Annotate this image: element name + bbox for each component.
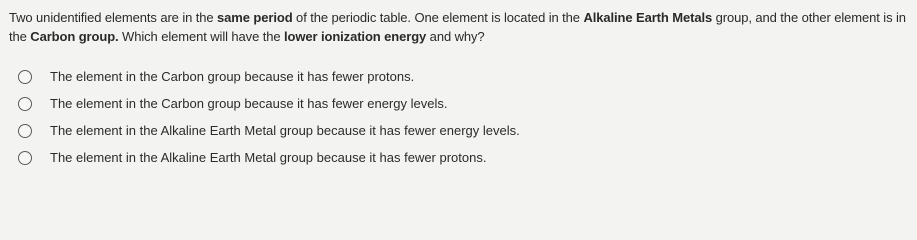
question-part-2: of the periodic table. One element is located in the: [292, 10, 584, 25]
question-part-3: group, and the other element is in the: [9, 10, 906, 44]
answer-option-1[interactable]: [18, 63, 898, 90]
answer-option-3[interactable]: [18, 117, 898, 144]
question-emphasis-same-period: same period: [217, 10, 293, 25]
answer-option-label: The element in the Carbon group because it has fewer energy levels.: [50, 95, 448, 111]
answer-option-label: The element in the Alkaline Earth Metal group because it has fewer protons.: [50, 149, 487, 165]
question-text: [9, 8, 909, 46]
radio-button-icon[interactable]: [18, 70, 32, 84]
answer-option-label: The element in the Carbon group because it has fewer protons.: [50, 68, 415, 84]
question-part-4: Which element will have the: [118, 29, 284, 44]
question-emphasis-alkaline-earth-metals: Alkaline Earth Metals: [583, 10, 713, 25]
question-part-1: Two unidentified elements are in the: [9, 10, 218, 25]
radio-button-icon[interactable]: [18, 97, 32, 111]
radio-button-icon[interactable]: [18, 124, 32, 138]
question-emphasis-carbon-group: Carbon group.: [30, 29, 119, 44]
answer-option-label: The element in the Alkaline Earth Metal group because it has fewer energy levels.: [50, 122, 520, 138]
answer-options: [18, 63, 898, 171]
radio-button-icon[interactable]: [18, 151, 32, 165]
question-emphasis-lower-ionization-energy: lower ionization energy: [284, 29, 427, 44]
answer-option-2[interactable]: [18, 90, 898, 117]
question-part-5: and why?: [426, 29, 485, 44]
answer-option-4[interactable]: [18, 144, 898, 171]
